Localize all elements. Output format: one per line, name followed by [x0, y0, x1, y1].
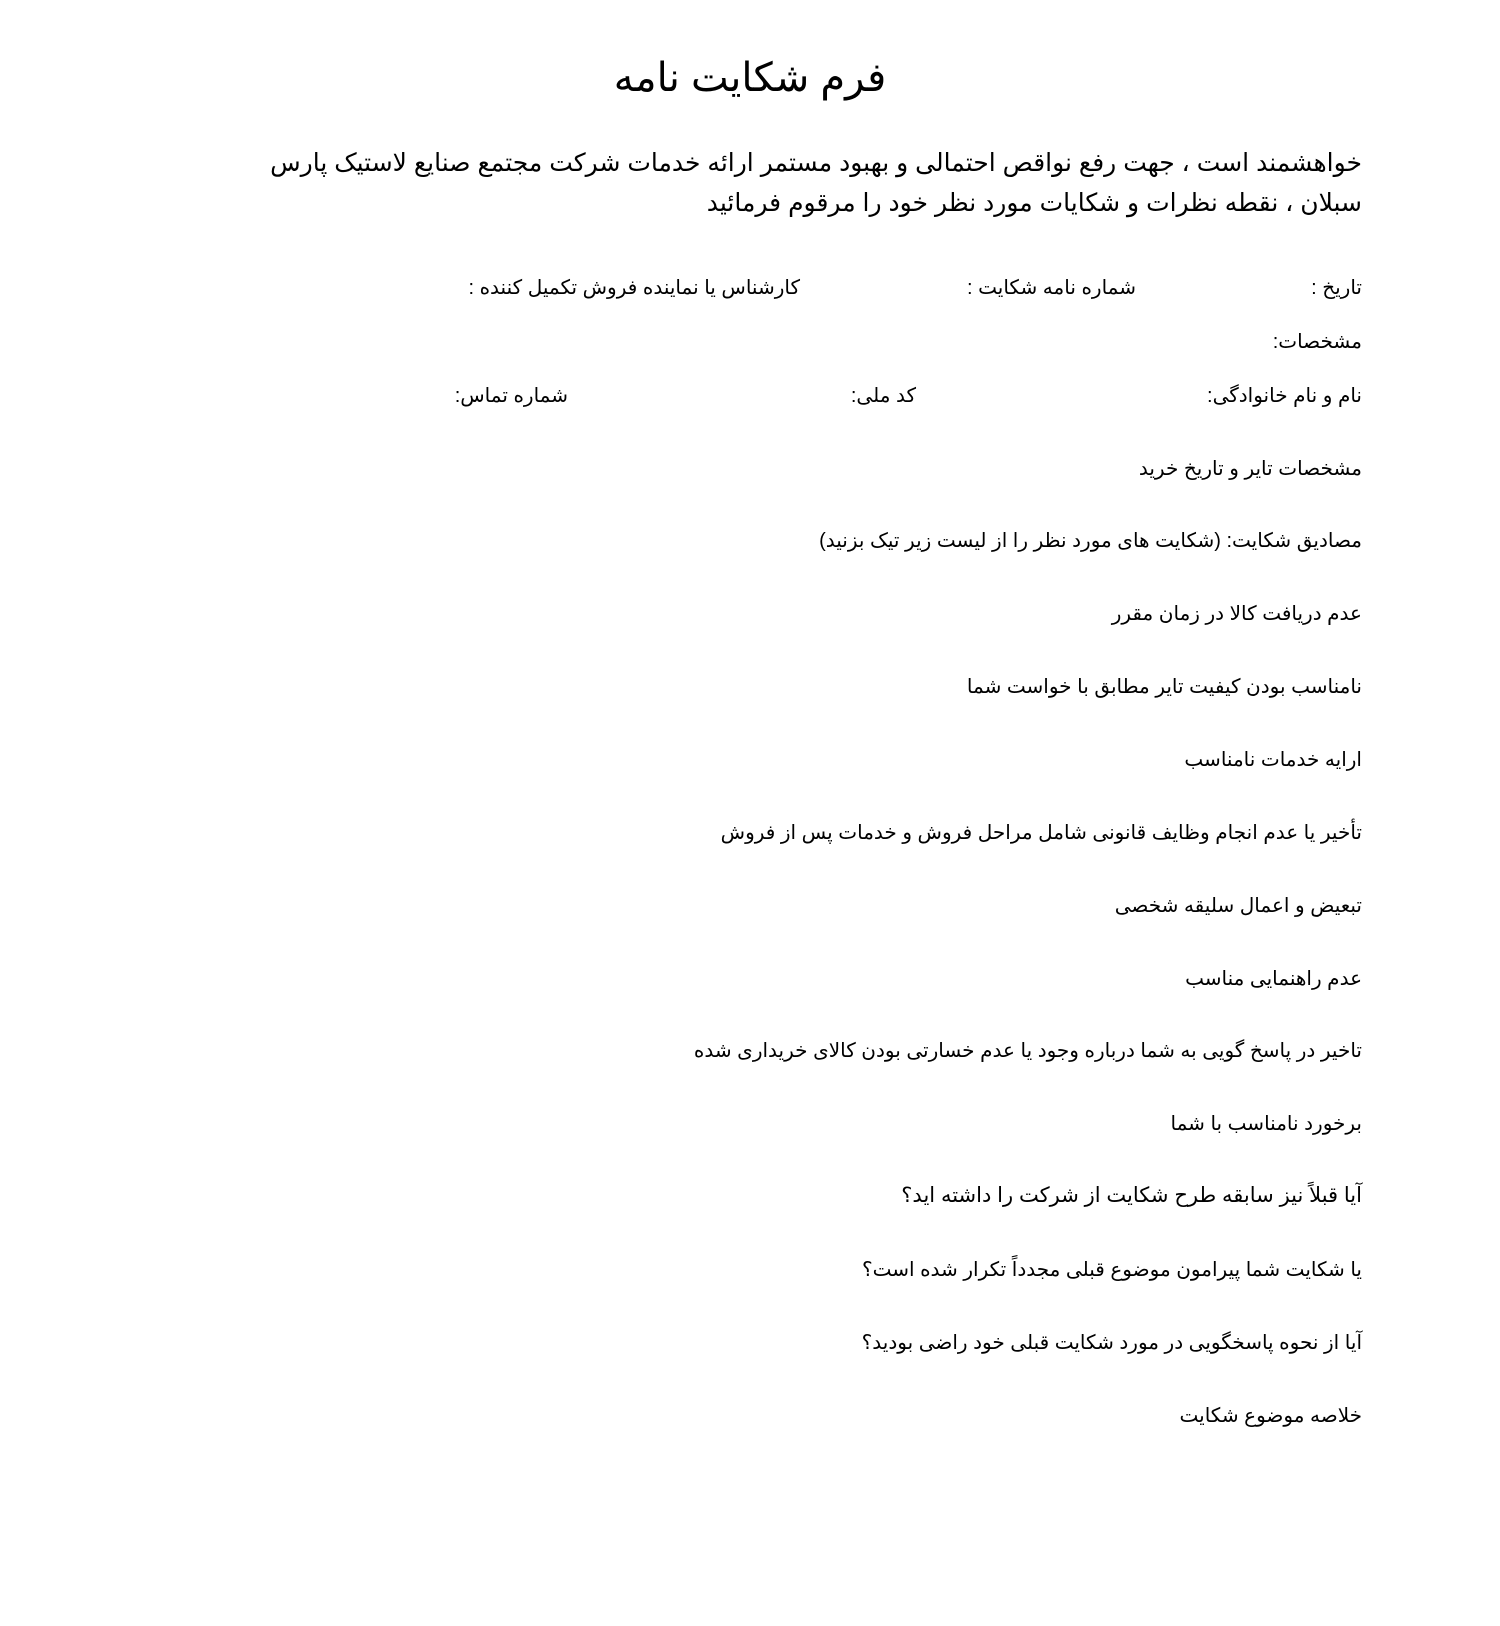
- specs-heading: مشخصات:: [1272, 331, 1362, 353]
- complaint-case-item: نامناسب بودن کیفیت تایر مطابق با خواست شما: [966, 676, 1362, 698]
- repeated-topic-question: یا شکایت شما پیرامون موضوع قبلی مجدداً تکرار شده است؟: [861, 1259, 1362, 1281]
- expert-label: کارشناس یا نماینده فروش تکمیل کننده :: [468, 277, 800, 299]
- date-label: تاریخ :: [1311, 277, 1362, 299]
- full-name-label: نام و نام خانوادگی:: [1207, 385, 1362, 407]
- complaint-case-item: تاخیر در پاسخ گویی به شما درباره وجود یا عدم خسارتی بودن کالای خریداری شده: [693, 1040, 1362, 1062]
- complaint-case-item: ارایه خدمات نامناسب: [1184, 749, 1362, 771]
- complaint-summary-label: خلاصه موضوع شکایت: [1179, 1405, 1362, 1427]
- tire-info-label: مشخصات تایر و تاریخ خرید: [1138, 458, 1362, 480]
- phone-label: شماره تماس:: [454, 385, 568, 407]
- complaint-case-item: عدم راهنمایی مناسب: [1185, 968, 1362, 990]
- national-code-label: کد ملی:: [850, 385, 916, 407]
- complaint-case-item: برخورد نامناسب با شما: [1170, 1113, 1362, 1135]
- previous-complaint-question: آیا قبلاً نیز سابقه طرح شکایت از شرکت را داشته اید؟: [901, 1184, 1362, 1207]
- complaint-case-item: عدم دریافت کالا در زمان مقرر: [1111, 603, 1362, 625]
- intro-line: سبلان ، نقطه نظرات و شکایات مورد نظر خود را مرقوم فرمائید: [706, 189, 1362, 217]
- intro-paragraph: [222, 143, 1362, 223]
- complaint-number-label: شماره نامه شکایت :: [967, 277, 1136, 299]
- complaint-cases-heading: مصادیق شکایت: (شکایت های مورد نظر را از لیست زیر تیک بزنید): [819, 530, 1362, 552]
- page-title: فرم شکایت نامه: [613, 56, 887, 100]
- complaint-case-item: تأخیر یا عدم انجام وظایف قانونی شامل مراحل فروش و خدمات پس از فروش: [720, 822, 1362, 844]
- satisfaction-question: آیا از نحوه پاسخگویی در مورد شکایت قبلی خود راضی بودید؟: [861, 1332, 1362, 1354]
- complaint-case-item: تبعیض و اعمال سلیقه شخصی: [1114, 895, 1362, 917]
- intro-line: خواهشمند است ، جهت رفع نواقص احتمالی و بهبود مستمر ارائه خدمات شرکت مجتمع صنایع لاستیک پارس: [270, 149, 1362, 177]
